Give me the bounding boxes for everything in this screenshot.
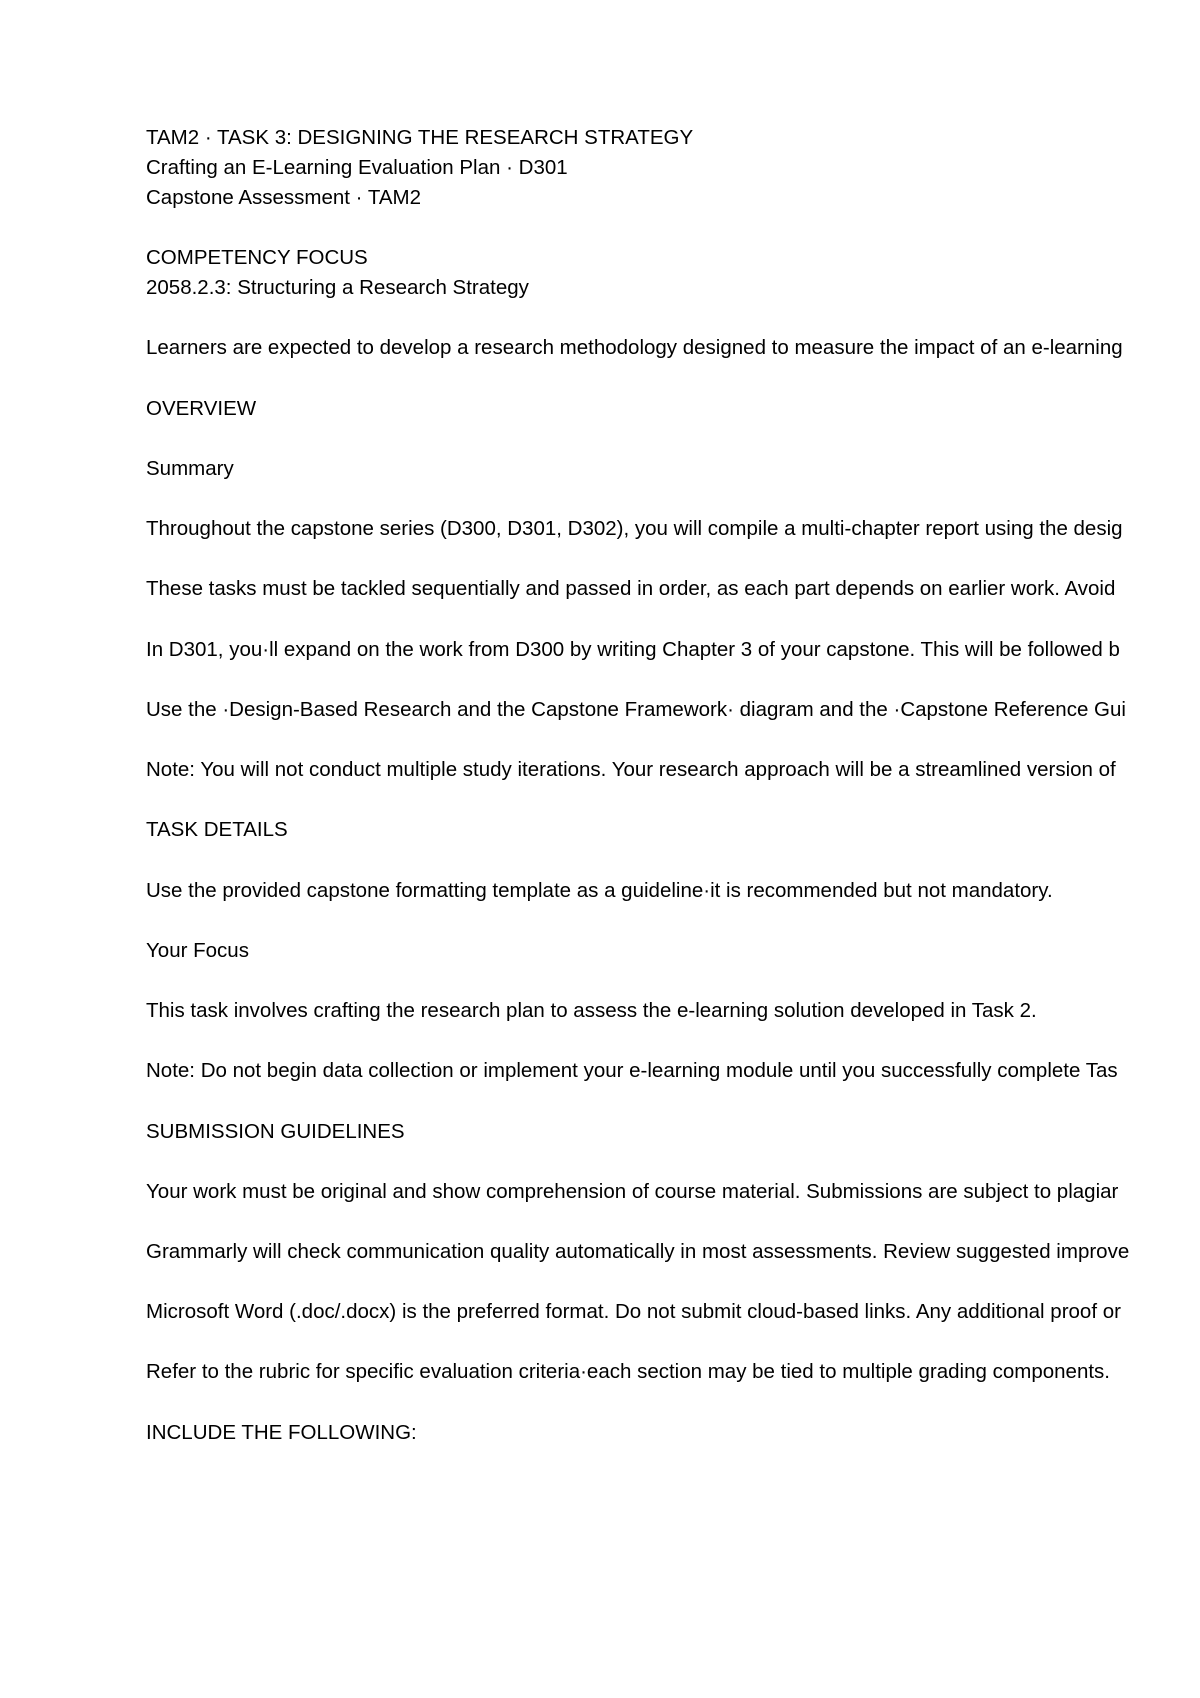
submission-heading: SUBMISSION GUIDELINES	[146, 1120, 405, 1143]
assessment-label: Capstone Assessment · TAM2	[146, 186, 421, 209]
submission-paragraph: Grammarly will check communication quality automatically in most assessments. Review suggested improve	[146, 1240, 1130, 1263]
focus-heading: Your Focus	[146, 939, 249, 962]
competency-code: 2058.2.3: Structuring a Research Strategy	[146, 276, 529, 299]
competency-heading: COMPETENCY FOCUS	[146, 246, 368, 269]
submission-paragraph: Microsoft Word (.doc/.docx) is the preferred format. Do not submit cloud-based links. Any additional proof or	[146, 1300, 1121, 1323]
overview-paragraph: In D301, you·ll expand on the work from D300 by writing Chapter 3 of your capstone. This will be followed b	[146, 638, 1120, 661]
summary-heading: Summary	[146, 457, 234, 480]
focus-text: This task involves crafting the research plan to assess the e-learning solution developed in Task 2.	[146, 999, 1037, 1022]
template-note: Use the provided capstone formatting template as a guideline·it is recommended but not mandatory.	[146, 879, 1053, 902]
overview-paragraph: Use the ·Design-Based Research and the Capstone Framework· diagram and the ·Capstone Reference Gui	[146, 698, 1126, 721]
document-subtitle: Crafting an E-Learning Evaluation Plan · D301	[146, 156, 568, 179]
submission-paragraph: Your work must be original and show comprehension of course material. Submissions are subject to plagiar	[146, 1180, 1119, 1203]
competency-description: Learners are expected to develop a research methodology designed to measure the impact of an e-learning	[146, 336, 1123, 359]
overview-paragraph: Throughout the capstone series (D300, D301, D302), you will compile a multi-chapter report using the desig	[146, 517, 1123, 540]
document-title: TAM2 · TASK 3: DESIGNING THE RESEARCH STRATEGY	[146, 126, 694, 149]
task-note: Note: Do not begin data collection or implement your e-learning module until you successfully complete Tas	[146, 1059, 1118, 1082]
task-details-heading: TASK DETAILS	[146, 818, 288, 841]
overview-note: Note: You will not conduct multiple study iterations. Your research approach will be a streamlined version of	[146, 758, 1116, 781]
submission-paragraph: Refer to the rubric for specific evaluation criteria·each section may be tied to multiple grading components.	[146, 1360, 1110, 1383]
overview-paragraph: These tasks must be tackled sequentially and passed in order, as each part depends on earlier work. Avoid	[146, 577, 1116, 600]
include-heading: INCLUDE THE FOLLOWING:	[146, 1421, 417, 1444]
overview-heading: OVERVIEW	[146, 397, 257, 420]
